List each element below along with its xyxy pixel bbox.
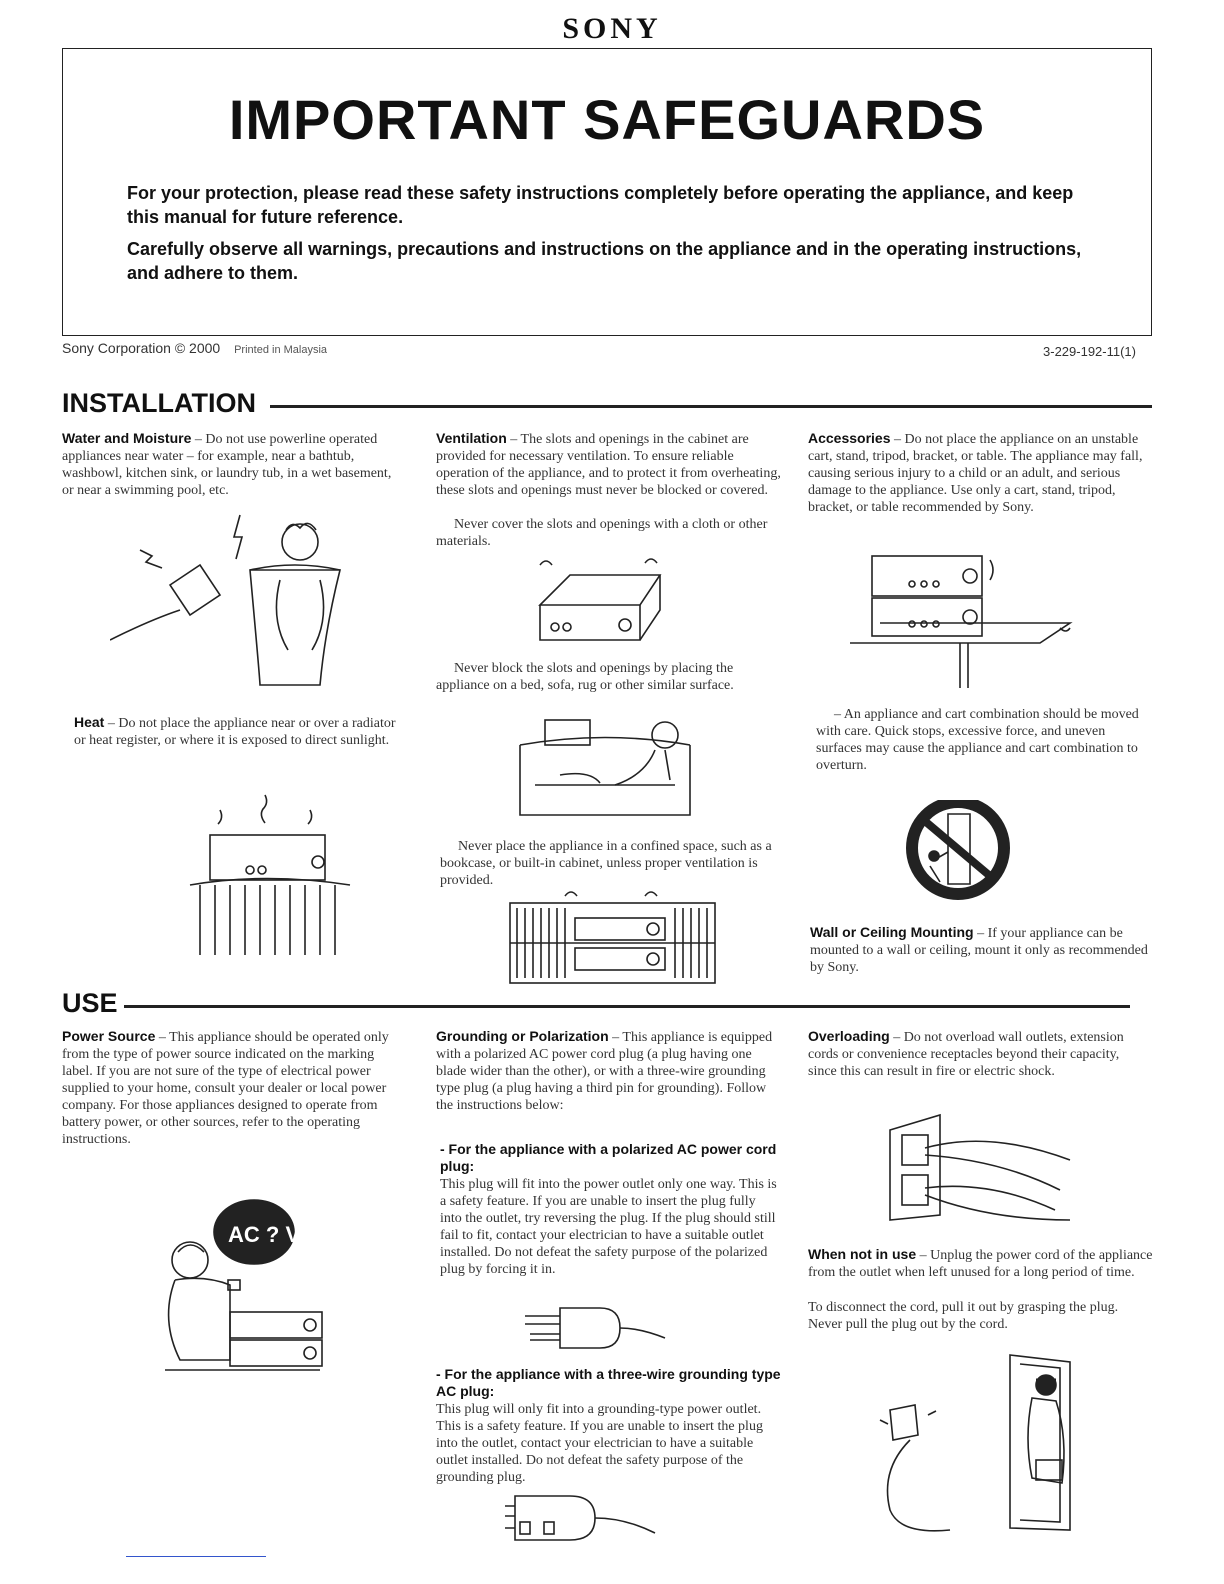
page-title: IMPORTANT SAFEGUARDS	[228, 88, 986, 151]
polarized-plug-illustration	[520, 1298, 670, 1358]
water-moisture-heading: Water and Moisture	[62, 430, 192, 446]
installation-rule	[270, 405, 1152, 408]
grounding-plug-text: This plug will only fit into a grounding-type power outlet. This is a safety feature. If you are unable to insert the plug into the outlet, contact your electrician to have a suitable outlet installed. Do not defeat the safety purpose of the grounding plug.	[436, 1402, 763, 1485]
power-source-heading: Power Source	[62, 1028, 156, 1044]
heat-heading: Heat	[74, 714, 105, 730]
covered-appliance-illustration	[530, 555, 670, 650]
use-heading: USE	[62, 988, 118, 1018]
radiator-illustration	[170, 790, 370, 960]
brand-logo: SONY	[562, 12, 662, 45]
accessories-text: Accessories – Do not place the appliance on an unstable cart, stand, tripod, bracket, or table. The appliance may fall, causing serious injury to a child or an adult, and serious damage to the appliance. Use only a cart, stand, tripod, bracket, or table recommended by Sony.	[808, 430, 1143, 515]
power-source-text: Power Source – This appliance should be operated only from the type of power source indicated on the marking label. If you are not sure of the type of electrical power supplied to your home, consult your dealer or local power company. For those appliances designed to operate from battery power, or other sources, refer to the operating instructions.	[62, 1028, 389, 1147]
ventilation-text-4: Never place the appliance in a confined space, such as a bookcase, or built-in cabinet, unless proper ventilation is provided.	[440, 839, 772, 888]
ventilation-text: Ventilation – The slots and openings in the cabinet are provided for necessary ventilation. To ensure reliable operation of the appliance, and to protect it from overheating, these slots and openings must never be blocked or covered.	[436, 430, 781, 498]
printed-in: Printed in Malaysia	[234, 344, 328, 356]
not-in-use-heading: When not in use	[808, 1246, 917, 1262]
sofa-illustration	[515, 695, 695, 825]
polarized-plug-subheading: - For the appliance with a polarized AC power cord plug:	[440, 1141, 777, 1174]
unplug-illustration	[860, 1350, 1080, 1540]
polarized-plug-text: This plug will fit into the power outlet only one way. This is a safety feature. If you are unable to insert the plug fully into the outlet, try reversing the plug. If the plug should still fail to fit, contact your electrician to have a suitable outlet installed. Do not defeat the safety purpose of the polarized plug by forcing it in.	[440, 1177, 777, 1277]
ventilation-text-3: Never block the slots and openings by placing the appliance on a bed, sofa, rug or other similar surface.	[436, 661, 734, 693]
copyright: © 2000	[174, 340, 221, 356]
accessories-text-2: – An appliance and cart combination should be moved with care. Quick stops, excessive force, and uneven surfaces may cause the appliance and cart combination to overturn.	[816, 707, 1139, 773]
cart-warning-symbol	[900, 800, 1020, 900]
unstable-table-illustration	[840, 548, 1090, 693]
footer-link-line	[126, 1556, 266, 1557]
accessories-heading: Accessories	[808, 430, 891, 446]
wall-mounting-heading: Wall or Ceiling Mounting	[810, 924, 974, 940]
overloading-text: Overloading – Do not overload wall outlets, extension cords or convenience receptacles beyond their capacity, since this can result in fire or electric shock.	[808, 1028, 1124, 1079]
intro-paragraph-2: Carefully observe all warnings, precautions and instructions on the appliance and in the operating instructions, and adhere to them.	[127, 239, 1082, 283]
overloaded-outlet-illustration	[880, 1110, 1080, 1225]
overloading-heading: Overloading	[808, 1028, 890, 1044]
bookcase-illustration	[505, 888, 720, 993]
ventilation-text-2: Never cover the slots and openings with a cloth or other materials.	[436, 517, 768, 549]
heat-text: Heat – Do not place the appliance near or over a radiator or heat register, or where it is exposed to direct sunlight.	[74, 714, 396, 748]
wall-mounting-text: Wall or Ceiling Mounting – If your appliance can be mounted to a wall or ceiling, mount it only as recommended by Sony.	[810, 924, 1148, 975]
company-name: Sony Corporation	[62, 340, 171, 356]
bathtub-illustration	[110, 510, 370, 700]
water-moisture-text: Water and Moisture – Do not use powerline operated appliances near water – for example, near a bathtub, washbowl, kitchen sink, or laundry tub, in a wet basement, or near a swimming pool, etc.	[62, 430, 392, 498]
intro-paragraph-1: For your protection, please read these safety instructions completely before operating the appliance, and keep this manual for future reference.	[127, 183, 1074, 227]
grounding-plug-subheading: - For the appliance with a three-wire grounding type AC plug:	[436, 1366, 781, 1399]
ac-v-bubble: AC ? V	[228, 1222, 301, 1247]
grounding-heading: Grounding or Polarization	[436, 1028, 609, 1044]
grounding-plug-illustration	[500, 1488, 660, 1550]
not-in-use-text-2: To disconnect the cord, pull it out by grasping the plug. Never pull the plug out by the cord.	[808, 1300, 1119, 1332]
installation-heading: INSTALLATION	[62, 388, 256, 418]
not-in-use-text: When not in use – Unplug the power cord of the appliance from the outlet when left unused for a long period of time.	[808, 1246, 1153, 1280]
ventilation-heading: Ventilation	[436, 430, 507, 446]
grounding-text: Grounding or Polarization – This appliance is equipped with a polarized AC power cord plug (a plug having one blade wider than the other), or with a three-wire grounding type plug (a plug having a third pin for grounding). Follow the instructions below:	[436, 1028, 773, 1113]
corporation-line	[62, 340, 327, 356]
document-code: 3-229-192-11(1)	[1043, 344, 1136, 359]
use-rule	[124, 1005, 1130, 1008]
power-source-illustration	[150, 1190, 330, 1390]
safeguards-box	[62, 48, 1152, 336]
